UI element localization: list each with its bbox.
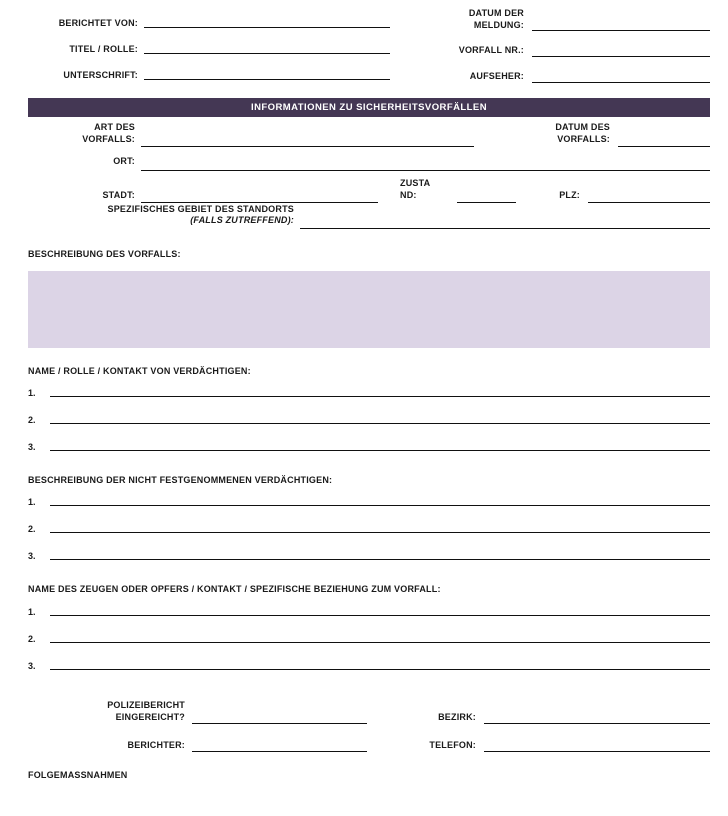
- field-state-label-line2: ND:: [400, 189, 417, 200]
- field-police-report-filed-input[interactable]: [192, 723, 367, 724]
- witnesses-row-1-number: 1.: [28, 607, 36, 617]
- field-report-date-label-line1: DATUM DER: [468, 8, 524, 18]
- witnesses-row-3-number: 3.: [28, 661, 36, 671]
- witnesses-row-2-input[interactable]: [50, 642, 710, 643]
- witnesses-row-3[interactable]: [28, 661, 710, 672]
- field-zip-input[interactable]: [588, 202, 710, 203]
- field-reporter-label: BERICHTER:: [127, 740, 185, 750]
- field-title-role[interactable]: [28, 44, 390, 56]
- field-incident-type-label-group: [28, 122, 135, 145]
- suspects-row-3-input[interactable]: [50, 450, 710, 451]
- witnesses-section-label: NAME DES ZEUGEN ODER OPFERS / KONTAKT / SPEZIFISCHE BEZIEHUNG ZUM VORFALL:: [28, 584, 441, 594]
- field-specific-area-label-line1: SPEZIFISCHES GEBIET DES STANDORTS: [107, 204, 294, 214]
- field-report-date-label-group: [420, 8, 524, 31]
- suspects-row-2-input[interactable]: [50, 423, 710, 424]
- field-city-label: STADT:: [102, 190, 135, 200]
- unapprehended-row-2[interactable]: [28, 524, 710, 535]
- unapprehended-row-1-input[interactable]: [50, 505, 710, 506]
- field-report-date-input[interactable]: [532, 30, 710, 31]
- field-supervisor-label: AUFSEHER:: [469, 71, 524, 81]
- suspects-row-1-number: 1.: [28, 388, 36, 398]
- suspects-row-1[interactable]: [28, 388, 710, 399]
- field-incident-type-input[interactable]: [141, 146, 474, 147]
- field-incident-date-label-line2: VORFALLS:: [557, 133, 610, 144]
- unapprehended-row-3-input[interactable]: [50, 559, 710, 560]
- suspects-section-label: NAME / ROLLE / KONTAKT VON VERDÄCHTIGEN:: [28, 366, 251, 376]
- suspects-row-3-number: 3.: [28, 442, 36, 452]
- field-specific-area-input[interactable]: [300, 228, 710, 229]
- witnesses-row-1[interactable]: [28, 607, 710, 618]
- field-incident-date-input[interactable]: [618, 146, 710, 147]
- field-state-label-line1: ZUSTA: [400, 178, 431, 188]
- unapprehended-row-1-number: 1.: [28, 497, 36, 507]
- suspects-row-1-input[interactable]: [50, 396, 710, 397]
- field-incident-number-input[interactable]: [532, 56, 710, 57]
- field-reporter-input[interactable]: [192, 751, 367, 752]
- suspects-row-2[interactable]: [28, 415, 710, 426]
- witnesses-row-1-input[interactable]: [50, 615, 710, 616]
- field-district-input[interactable]: [484, 723, 710, 724]
- witnesses-row-2-number: 2.: [28, 634, 36, 644]
- field-incident-date-label-group: [500, 122, 610, 145]
- field-city-input[interactable]: [141, 202, 378, 203]
- field-zip-label: PLZ:: [559, 190, 580, 200]
- field-location-label: ORT:: [113, 156, 135, 166]
- witnesses-row-3-input[interactable]: [50, 669, 710, 670]
- field-phone-label: TELEFON:: [429, 740, 476, 750]
- description-textarea[interactable]: [28, 271, 710, 348]
- field-location-input[interactable]: [141, 170, 710, 171]
- unapprehended-row-3[interactable]: [28, 551, 710, 562]
- field-state-input[interactable]: [457, 202, 516, 203]
- field-district-label: BEZIRK:: [438, 712, 476, 722]
- field-incident-date-label-line1: DATUM DES: [555, 122, 610, 132]
- field-supervisor-input[interactable]: [532, 82, 710, 83]
- unapprehended-row-3-number: 3.: [28, 551, 36, 561]
- field-title-role-input[interactable]: [144, 53, 390, 54]
- field-phone-input[interactable]: [484, 751, 710, 752]
- suspects-row-3[interactable]: [28, 442, 710, 453]
- field-title-role-label: TITEL / ROLLE:: [69, 44, 138, 54]
- field-incident-number-label: VORFALL NR.:: [458, 45, 524, 55]
- field-incident-type-label-line2: VORFALLS:: [82, 133, 135, 144]
- description-section-label: BESCHREIBUNG DES VORFALLS:: [28, 249, 181, 259]
- field-report-date-label-line2: MELDUNG:: [473, 19, 524, 30]
- witnesses-row-2[interactable]: [28, 634, 710, 645]
- field-police-report-filed-label-group: [60, 700, 185, 723]
- section-banner-incident-information: [28, 98, 710, 117]
- field-incident-type-label-line1: ART DES: [94, 122, 135, 132]
- field-specific-area-label-line2: (FALLS ZUTREFFEND):: [190, 215, 294, 225]
- followup-section-label: FOLGEMASSNAHMEN: [28, 770, 128, 780]
- field-signature-input[interactable]: [144, 79, 390, 80]
- field-state-label-group: [400, 178, 450, 201]
- field-signature[interactable]: [28, 70, 390, 82]
- unapprehended-row-1[interactable]: [28, 497, 710, 508]
- field-police-report-filed-label-line1: POLIZEIBERICHT: [107, 700, 185, 710]
- suspects-row-2-number: 2.: [28, 415, 36, 425]
- unapprehended-section-label: BESCHREIBUNG DER NICHT FESTGENOMMENEN VERDÄCHTIGEN:: [28, 475, 333, 485]
- field-reported-by-input[interactable]: [144, 27, 390, 28]
- section-banner-label: INFORMATIONEN ZU SICHERHEITSVORFÄLLEN: [250, 102, 488, 113]
- field-signature-label: UNTERSCHRIFT:: [63, 70, 138, 80]
- field-police-report-filed-label-line2: EINGEREICHT?: [115, 711, 185, 722]
- field-reported-by[interactable]: [28, 18, 390, 30]
- unapprehended-row-2-number: 2.: [28, 524, 36, 534]
- field-reported-by-label: BERICHTET VON:: [58, 18, 138, 28]
- unapprehended-row-2-input[interactable]: [50, 532, 710, 533]
